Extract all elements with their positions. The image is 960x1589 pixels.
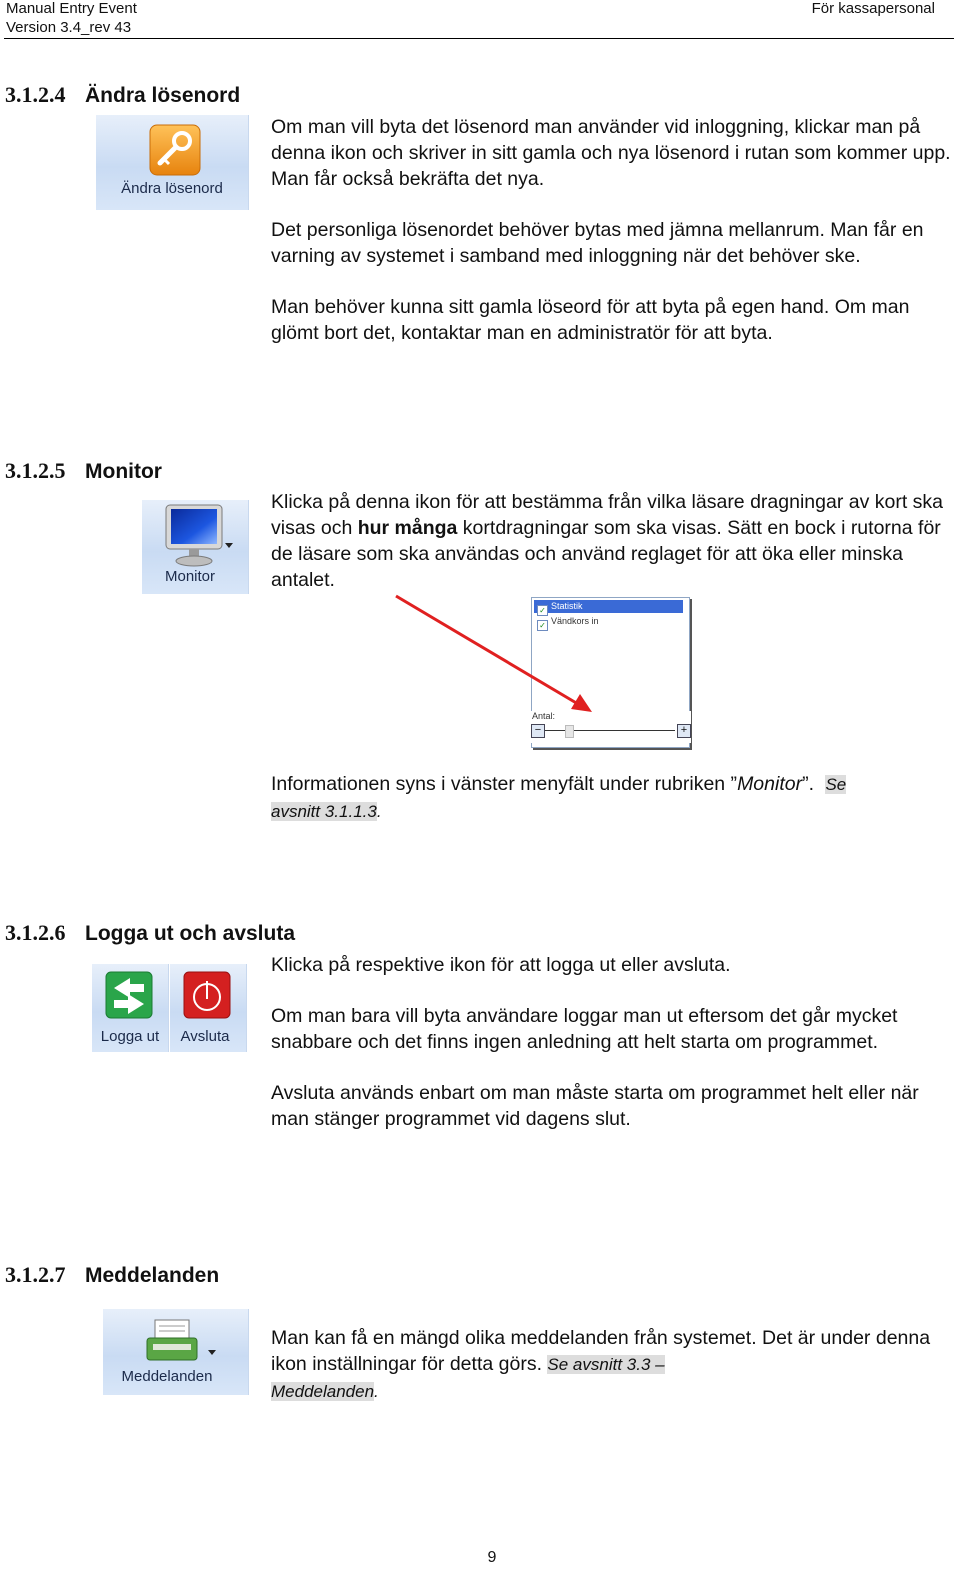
cross-reference[interactable]: avsnitt 3.1.1.3 — [271, 802, 377, 821]
decrease-button[interactable]: − — [531, 724, 545, 738]
section-body-monitor — [271, 489, 960, 593]
logout-arrows-icon — [104, 970, 156, 1022]
page-number: 9 — [487, 1549, 497, 1566]
paragraph: Klicka på denna ikon för att bestämma från vilka läsare dragningar av kort ska visas och hur många kortdragningar som ska visas. Sätt en bock i rutorna för de läsare som ska användas och använd reglaget för att öka eller minska antalet. — [271, 491, 944, 591]
paragraph: Om man vill byta det lösenord man använder vid inloggning, klickar man på denna ikon och skriver in sitt gamla och nya lösenord i rutan som kommer upp. Man får också bekräfta det nya. — [271, 116, 951, 190]
section-body-logout-exit — [271, 952, 960, 1132]
reader-name: Statistik — [551, 601, 583, 611]
cross-reference[interactable]: Se avsnitt 3.3 – — [547, 1355, 665, 1374]
header-audience: För kassapersonal — [811, 0, 935, 17]
printer-icon — [143, 1312, 223, 1372]
monitor-button[interactable] — [142, 500, 249, 594]
paragraph: Man kan få en mängd olika meddelanden från systemet. Det är under denna ikon inställningar för detta görs. Se avsnitt 3.3 – Meddelanden. — [271, 1327, 931, 1401]
section-number: 3.1.2.6 — [5, 920, 66, 945]
header-divider — [4, 38, 954, 39]
section-heading-logout-exit — [5, 920, 295, 946]
cross-reference[interactable]: Se — [825, 775, 847, 794]
monitor-info-paragraph: Informationen syns i vänster menyfält under rubriken ”Monitor”. Se avsnitt 3.1.1.3. — [271, 773, 847, 821]
section-number: 3.1.2.5 — [5, 458, 66, 483]
checkbox[interactable]: ✓ — [537, 605, 548, 616]
exit-button[interactable] — [170, 964, 247, 1052]
cross-reference[interactable]: Meddelanden — [271, 1382, 375, 1401]
change-password-label: Ändra lösenord — [121, 180, 223, 197]
checkbox[interactable]: ✓ — [537, 620, 548, 631]
slider-thumb[interactable] — [565, 725, 574, 738]
paragraph: Det personliga lösenordet behöver bytas med jämna mellanrum. Man får en varning av systemet i samband med inloggning när det behöver ske. — [271, 219, 924, 267]
paragraph: Avsluta används enbart om man måste starta om programmet helt eller när man stänger programmet vid dagens slut. — [271, 1082, 919, 1130]
section-title: Ändra lösenord — [85, 84, 241, 107]
exit-label: Avsluta — [180, 1028, 230, 1045]
callout-arrow — [390, 590, 610, 720]
paragraph: Man behöver kunna sitt gamla löseord för att byta på egen hand. Om man glömt bort det, kontaktar man en administratör för att byta. — [271, 296, 910, 344]
paragraph: Klicka på respektive ikon för att logga ut eller avsluta. — [271, 954, 731, 976]
section-heading-change-password — [5, 82, 240, 108]
section-number: 3.1.2.7 — [5, 1262, 66, 1287]
key-icon — [146, 121, 206, 181]
section-title: Meddelanden — [85, 1264, 220, 1287]
section-number: 3.1.2.4 — [5, 82, 66, 107]
section-title: Monitor — [85, 460, 162, 483]
paragraph: Om man bara vill byta användare loggar man ut eftersom det går mycket snabbare och det finns ingen anledning att helt starta om programmet. — [271, 1005, 898, 1053]
messages-label: Meddelanden — [121, 1368, 213, 1385]
section-body-messages — [271, 1325, 960, 1405]
logout-button[interactable] — [92, 964, 169, 1052]
section-title: Logga ut och avsluta — [85, 922, 296, 945]
header-version: Version 3.4_rev 43 — [6, 19, 132, 36]
section-heading-messages — [5, 1262, 219, 1288]
section-body-change-password — [271, 114, 960, 346]
section-heading-monitor — [5, 458, 162, 484]
slider-label: Antal: — [532, 711, 556, 721]
exit-icon — [182, 970, 234, 1022]
change-password-button[interactable] — [96, 115, 249, 210]
monitor-icon — [156, 503, 236, 569]
increase-button[interactable]: + — [677, 724, 691, 738]
messages-button[interactable] — [103, 1309, 249, 1395]
logout-label: Logga ut — [100, 1028, 160, 1045]
reader-name: Vändkors in — [551, 616, 599, 626]
header-document-title: Manual Entry Event — [6, 0, 137, 17]
monitor-label: Monitor — [164, 568, 216, 585]
